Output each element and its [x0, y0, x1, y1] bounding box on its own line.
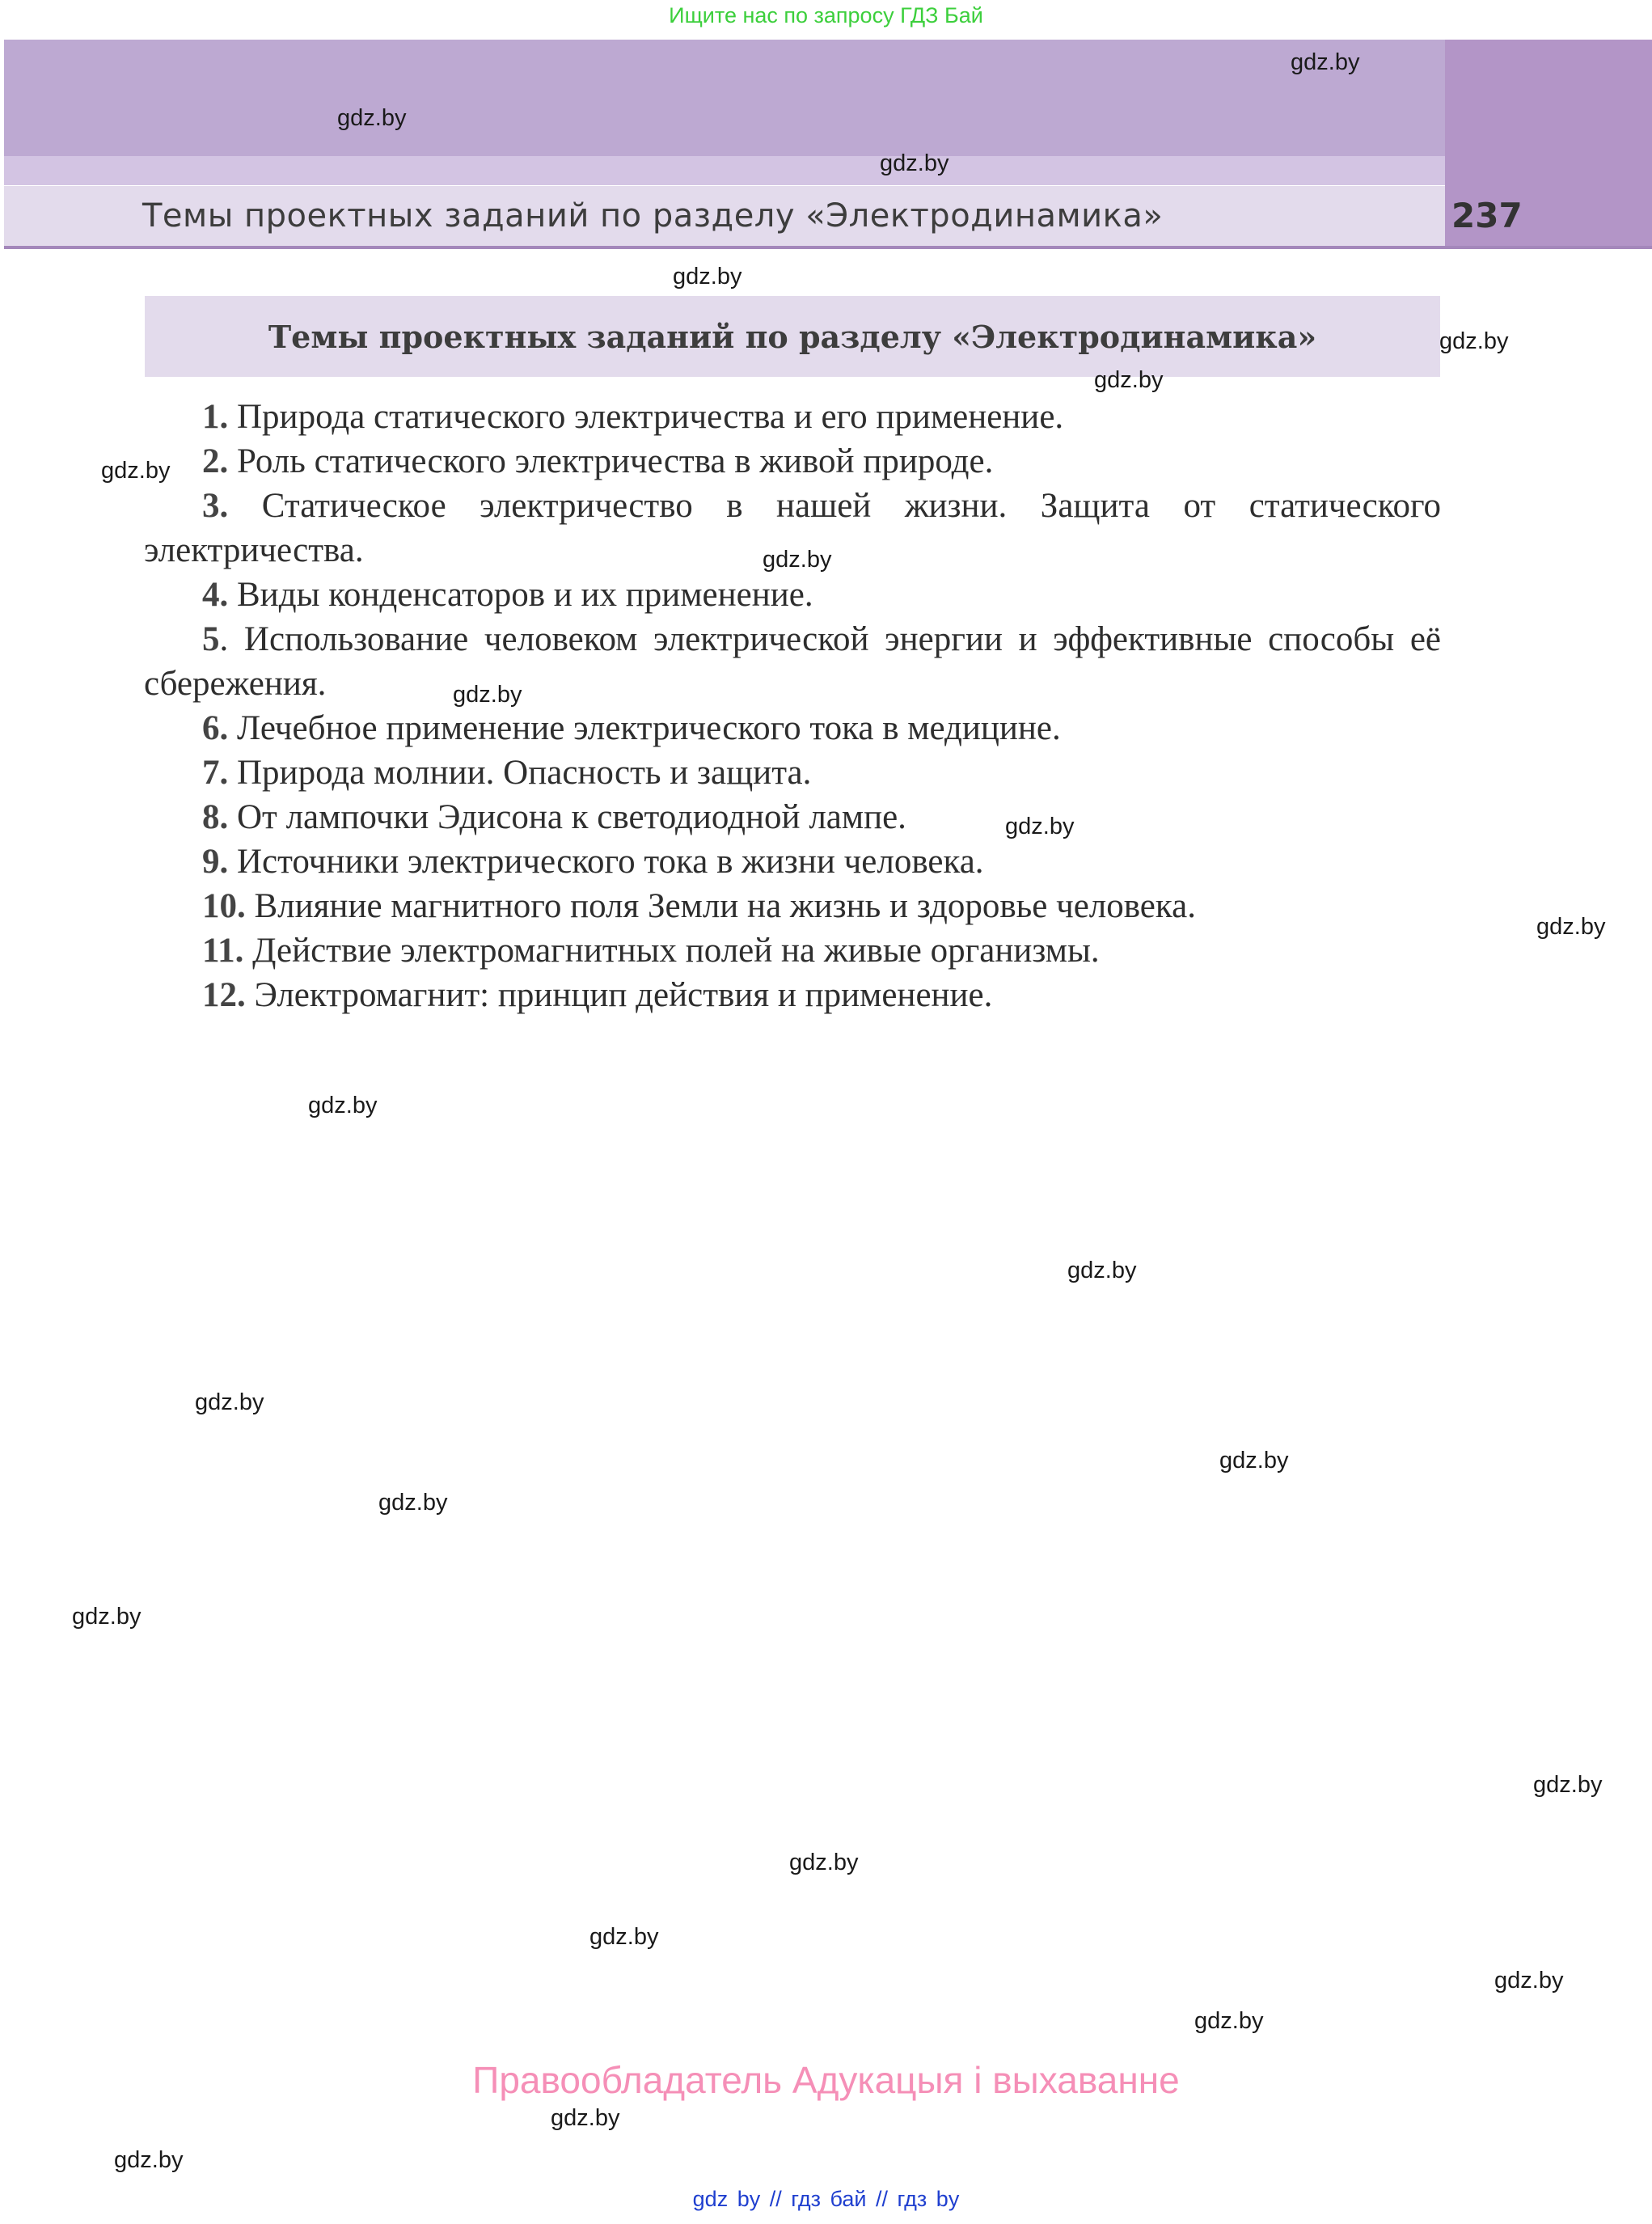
topic-text: Роль статического электричества в живой природе. [237, 442, 994, 480]
watermark: gdz.by [1439, 328, 1509, 354]
watermark: gdz.by [1536, 914, 1606, 940]
watermark: gdz.by [1219, 1448, 1289, 1474]
topic-text: Электромагнит: принцип действия и применение. [254, 976, 993, 1014]
header-band-middle [4, 156, 1445, 185]
copyright-notice: Правообладатель Адукацыя і выхаванне [472, 2059, 1180, 2101]
footer-link[interactable]: gdz by [692, 2187, 761, 2211]
watermark: gdz.by [1291, 49, 1360, 75]
topic-text: Природа молнии. Опасность и защита. [237, 754, 812, 792]
topic-text: Лечебное применение электрического тока в медицине. [237, 709, 1061, 747]
list-item [144, 395, 1441, 439]
topic-number: 7. [202, 754, 229, 792]
topic-text: Природа статического электричества и его применение. [237, 398, 1064, 436]
list-item [144, 573, 1441, 617]
topic-number: 4. [202, 576, 229, 614]
top-promo-banner[interactable]: Ищите нас по запросу ГДЗ Бай [669, 3, 983, 27]
list-item [144, 750, 1441, 795]
watermark: gdz.by [308, 1093, 378, 1118]
watermark: gdz.by [880, 150, 949, 176]
running-title: Темы проектных заданий по разделу «Электродинамика» [142, 197, 1164, 235]
watermark: gdz.by [1067, 1258, 1137, 1283]
topic-number: 2. [202, 442, 229, 480]
section-title-box [145, 296, 1440, 377]
list-item [144, 795, 1441, 839]
list-item [144, 706, 1441, 750]
topic-number: 11. [202, 932, 244, 970]
topic-text: . Использование человеком электрической энергии и эффективные способы её сбережения. [144, 620, 1441, 703]
watermark: gdz.by [337, 105, 407, 131]
list-item [144, 884, 1441, 928]
list-item [144, 928, 1441, 973]
topic-number: 5 [202, 620, 220, 658]
header-divider [4, 246, 1652, 249]
watermark: gdz.by [551, 2105, 620, 2131]
watermark: gdz.by [589, 1924, 659, 1950]
topic-text: От лампочки Эдисона к светодиодной лампе. [237, 798, 906, 836]
topic-text: Влияние магнитного поля Земли на жизнь и здоровье человека. [254, 887, 1196, 925]
watermark: gdz.by [1533, 1772, 1603, 1798]
list-item [144, 439, 1441, 484]
watermark: gdz.by [114, 2147, 184, 2173]
watermark: gdz.by [101, 458, 171, 484]
watermark: gdz.by [763, 547, 832, 573]
topic-list [144, 395, 1441, 1017]
topic-text: Статическое электричество в нашей жизни. Защита от статического электричества. [144, 487, 1442, 569]
watermark: gdz.by [72, 1604, 142, 1630]
section-title: Темы проектных заданий по разделу «Электродинамика» [268, 318, 1317, 355]
header-band [4, 40, 1445, 156]
topic-text: Виды конденсаторов и их применение. [237, 576, 813, 614]
topic-number: 3. [202, 487, 229, 525]
footer-separator: // [769, 2187, 782, 2211]
watermark: gdz.by [789, 1850, 859, 1875]
list-item [144, 839, 1441, 884]
page-number: 237 [1451, 196, 1523, 235]
topic-number: 6. [202, 709, 229, 747]
footer-link[interactable]: гдз by [897, 2187, 960, 2211]
footer-separator: // [876, 2187, 889, 2211]
watermark: gdz.by [1494, 1968, 1564, 1994]
watermark: gdz.by [195, 1389, 264, 1415]
watermark: gdz.by [673, 264, 742, 290]
footer-link[interactable]: гдз бай [791, 2187, 867, 2211]
topic-number: 8. [202, 798, 229, 836]
watermark: gdz.by [378, 1490, 448, 1516]
watermark: gdz.by [1005, 814, 1075, 839]
list-item [144, 973, 1441, 1017]
topic-text: Источники электрического тока в жизни человека. [237, 843, 984, 881]
topic-number: 10. [202, 887, 246, 925]
watermark: gdz.by [1094, 367, 1164, 393]
footer-links [0, 2187, 1652, 2212]
list-item [144, 617, 1441, 706]
watermark: gdz.by [453, 682, 522, 708]
topic-text: Действие электромагнитных полей на живые организмы. [252, 932, 1100, 970]
topic-number: 1. [202, 398, 229, 436]
watermark: gdz.by [1194, 2008, 1264, 2034]
topic-number: 12. [202, 976, 246, 1014]
topic-number: 9. [202, 843, 229, 881]
